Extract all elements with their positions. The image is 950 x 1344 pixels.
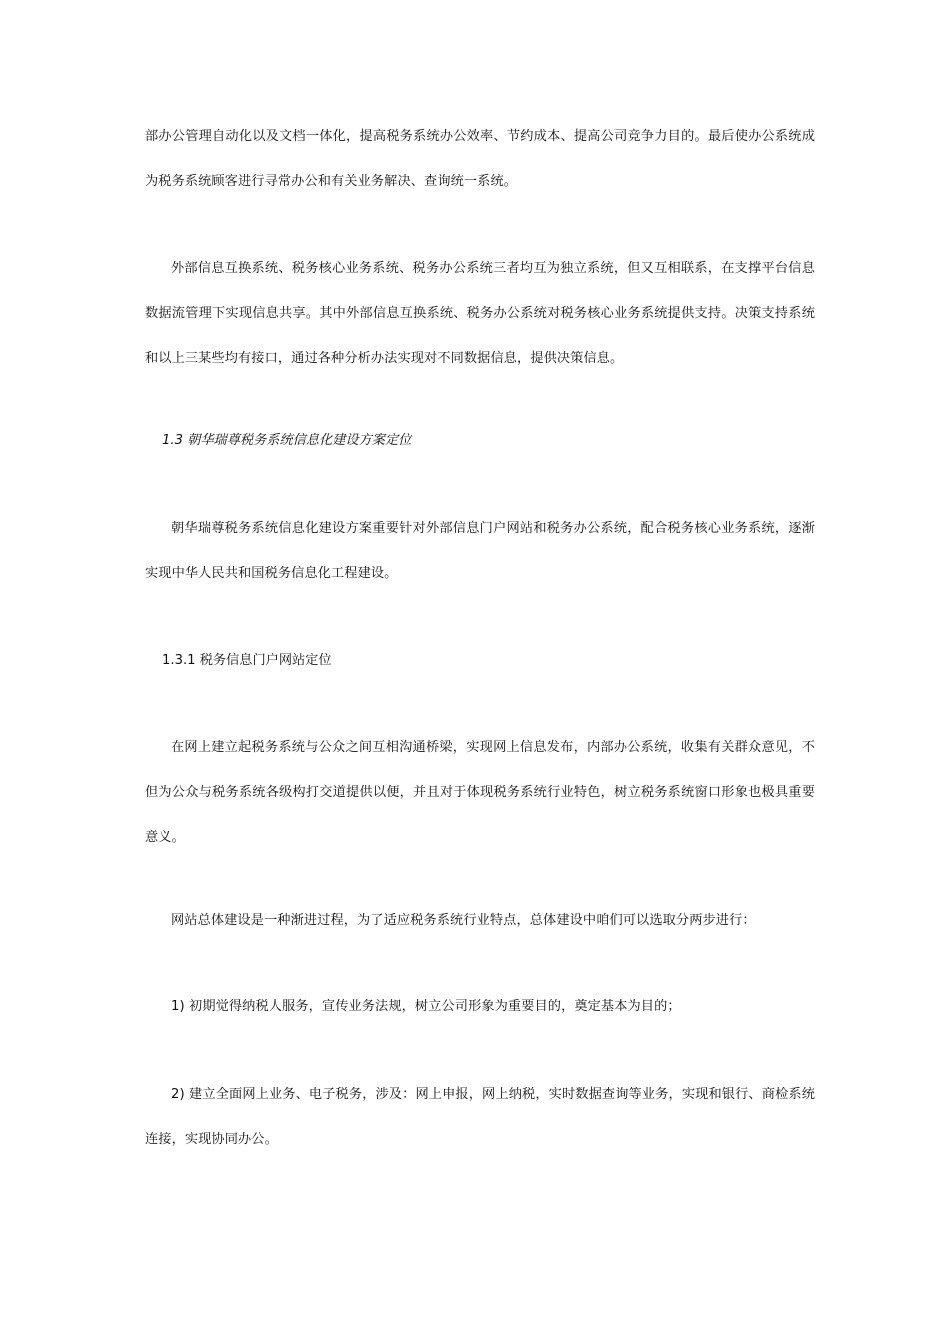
paragraph-system-relations: 外部信息互换系统、税务核心业务系统、税务办公系统三者均互为独立系统，但又互相联系，在支撑平台信息数据流管理下实现信息共享。其中外部信息互换系统、税务办公系统对税务核心业务系统提供支持。决策支持系统和以上三某些均有接口，通过各种分析办法实现对不同数据信息，提供决策信息。	[145, 261, 815, 366]
paragraph-portal-bridge: 在网上建立起税务系统与公众之间互相沟通桥梁，实现网上信息发布，内部办公系统，收集有关群众意见，不但为公众与税务系统各级构打交道提供以便，并且对于体现税务系统行业特色，树立税务系统窗口形象也极具重要意义。	[145, 740, 815, 845]
paragraph-office-automation: 部办公管理自动化以及文档一体化，提高税务系统办公效率、节约成本、提高公司竞争力目的。最后使办公系统成为税务系统顾客进行寻常办公和有关业务解决、查询统一系统。	[145, 129, 815, 189]
list-item-step-2: 2) 建立全面网上业务、电子税务，涉及：网上申报，网上纳税，实时数据查询等业务，实现和银行、商检系统连接，实现协同办公。	[145, 1087, 815, 1147]
paragraph-two-steps: 网站总体建设是一种渐进过程，为了适应税务系统行业特点，总体建设中咱们可以选取分两步进行：	[171, 913, 756, 928]
list-item-step-1: 1) 初期觉得纳税人服务，宣传业务法规，树立公司形象为重要目的，奠定基本为目的；	[171, 999, 681, 1014]
section-heading-1-3-1: 1.3.1 税务信息门户网站定位	[162, 653, 332, 668]
section-heading-1-3: 1.3 朝华瑞尊税务系统信息化建设方案定位	[162, 433, 412, 448]
paragraph-plan-positioning: 朝华瑞尊税务系统信息化建设方案重要针对外部信息门户网站和税务办公系统，配合税务核心业务系统，逐渐实现中华人民共和国税务信息化工程建设。	[145, 521, 815, 581]
